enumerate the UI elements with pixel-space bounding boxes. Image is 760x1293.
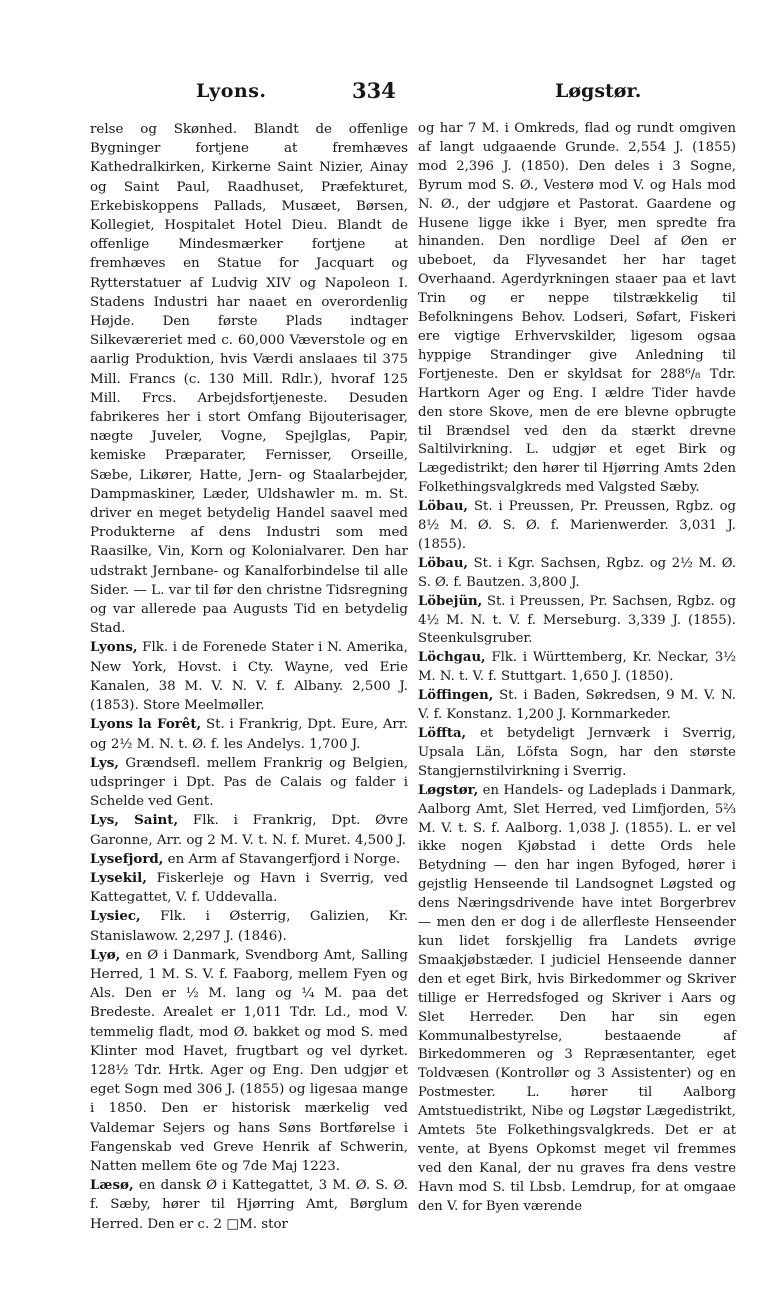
- entry-headword: Löchgau,: [418, 650, 486, 666]
- entry-paragraph: [90, 715, 408, 753]
- entry-headword: Löbau,: [418, 555, 469, 571]
- entry-text: Flk. i de Forenede Stater i N. Amerika, New York, Hovst. i Cty. Wayne, ved Erie Kanalen, 38 M. V. N. V. f. Albany. 2,500 J. (1853). Store Meelmøller.: [90, 640, 408, 714]
- entry-headword: Lyons,: [90, 639, 138, 656]
- entry-paragraph: [90, 946, 408, 1176]
- entry-text: Flk. i Østerrig, Galizien, Kr. Stanislawow. 2,297 J. (1846).: [90, 909, 408, 944]
- entry-headword: Löbau,: [418, 499, 469, 515]
- page-number: 334: [352, 78, 396, 103]
- entry-text: Grændsefl. mellem Frankrig og Belgien, udspringer i Dpt. Pas de Calais og falder i Schelde ved Gent.: [90, 755, 408, 810]
- entry-text: St. i Baden, Søkredsen, 9 M. V. N. V. f. Konstanz. 1,200 J. Kornmarkeder.: [418, 688, 736, 723]
- entry-paragraph: [418, 555, 736, 593]
- entry-headword: Lysiec,: [90, 908, 141, 925]
- entry-headword: Lyons la Forêt,: [90, 716, 202, 733]
- entry-paragraph: [418, 593, 736, 650]
- entry-paragraph: [90, 1176, 408, 1234]
- entry-text: en Handels- og Ladeplads i Danmark, Aalborg Amt, Slet Herred, ved Limfjorden, 5⅔ M. V. t. S. f. Aalborg. 1,038 J. (1855). L. er vel ikke nogen Kjøbstad i dette Ords hele Betydning — den har ingen Byfoged, hører i gejstlig Henseende til Landsognet Løgsted og dens Næringsdrivende have intet Borgerbrev — men den er dog i de allerfleste Henseender kun lidet forskjellig fra Landets øvrige Smaakjøbstæder. I judiciel Henseende danner den et eget Birk, hvis Birkedommer og Skriver tillige er Herredsfoged og Skriver i Aars og Slet Herreder. Den har sin egen Kommunalbestyrelse, bestaaende af Birkedommeren og 3 Repræsentanter, eget Toldvæsen (Kontrollør og 3 Assistenter) og en Postmester. L. hører til Aalborg Amtstuedistrikt, Nibe og Løgstør Lægedistrikt, Amtets 5te Folkethingsvalgkreds. Det er at vente, at Byens Opkomst meget vil fremmes ved den Kanal, der nu graves fra dens vestre Havn mod S. til Lbsb. Lemdrup, for at omgaae den V. for Byen værende: [418, 782, 736, 1214]
- entry-text: en Arm af Stavangerfjord i Norge.: [163, 851, 401, 867]
- entry-text: Flk. i Württemberg, Kr. Neckar, 3½ M. N. t. V. f. Stuttgart. 1,650 J. (1850).: [418, 650, 736, 685]
- entry-paragraph: [90, 120, 408, 638]
- entry-paragraph: [90, 869, 408, 907]
- entry-text: Fiskerleje og Havn i Sverrig, ved Kattegattet, V. f. Uddevalla.: [90, 870, 408, 906]
- entry-headword: Löffingen,: [418, 688, 494, 704]
- entry-headword: Læsø,: [90, 1177, 134, 1194]
- entry-headword: Löffta,: [418, 726, 467, 741]
- entry-paragraph: [418, 649, 736, 687]
- right-column: [418, 120, 736, 1217]
- entry-text: St. i Preussen, Pr. Sachsen, Rgbz. og 4½ M. N. t. V. f. Merseburg. 3,339 J. (1855). Steenkulsgruber.: [418, 593, 736, 647]
- entry-headword: Lyø,: [90, 946, 121, 963]
- entry-text: et betydeligt Jernværk i Sverrig, Upsala Län, Löfsta Sogn, har den største Stangjernstilvirkning i Sverrig.: [418, 726, 736, 779]
- entry-paragraph: [418, 498, 736, 555]
- entry-text: en Ø i Danmark, Svendborg Amt, Salling Herred, 1 M. S. V. f. Faaborg, mellem Fyen og Als. Den er ½ M. lang og ¼ M. paa det Bredeste. Arealet er 1,011 Tdr. Ld., mod V. temmelig fladt, mod Ø. bakket og mod S. med Klinter mod Havet, frugtbart og vel dyrket. 128½ Tdr. Hrtk. Ager og Eng. Den udgjør et eget Sogn med 306 J. (1855) og ligesaa mange i 1850. Den er historisk mærkelig ved Valdemar Sejers og hans Søns Bortførelse i Fangenskab ved Greve Henrik af Schwerin, Natten mellem 6te og 7de Maj 1223.: [90, 947, 408, 1174]
- entry-paragraph: [418, 782, 736, 1217]
- entry-paragraph: [90, 754, 408, 812]
- entry-paragraph: [90, 907, 408, 945]
- header-right-word: Løgstør.: [555, 80, 642, 102]
- entry-paragraph: [418, 687, 736, 725]
- entry-paragraph: [90, 811, 408, 849]
- entry-headword: Lysekil,: [90, 869, 147, 886]
- entry-headword: Løgstør,: [418, 782, 479, 798]
- entry-headword: Lys, Saint,: [90, 812, 179, 829]
- left-column: [90, 120, 408, 1234]
- entry-text: en dansk Ø i Kattegattet, 3 M. Ø. S. Ø. f. Sæby, hører til Hjørring Amt, Børglum Herred. Den er c. 2 □M. stor: [90, 1178, 408, 1232]
- entry-text: St. i Frankrig, Dpt. Eure, Arr. og 2½ M. N. t. Ø. f. les Andelys. 1,700 J.: [90, 717, 408, 752]
- entry-headword: Lysefjord,: [90, 850, 164, 867]
- entry-text: Flk. i Frankrig, Dpt. Øvre Garonne, Arr. og 2 M. V. t. N. f. Muret. 4,500 J.: [90, 813, 408, 848]
- entry-paragraph: [90, 638, 408, 715]
- entry-headword: Löbejün,: [418, 593, 483, 609]
- entry-text: relse og Skønhed. Blandt de offenlige Bygninger fortjene at fremhæves Kathedralkirken, Kirkerne Saint Nizier, Ainay og Saint Paul, Raadhuset, Præfekturet, Erkebiskoppens Pallads, Musæet, Børsen, Kollegiet, Hospitalet Hotel Dieu. Blandt de offenlige Mindesmærker fortjene at fremhæves en Statue for Jacquart og Rytterstatuer af Ludvig XIV og Napoleon I. Stadens Industri har naaet en overordenlig Højde. Den første Plads indtager Silkeværeriet med c. 60,000 Væverstole og en aarlig Produktion, hvis Værdi ansla‌aes til 375 Mill. Francs (c. 130 Mill. Rdlr.), hvoraf 125 Mill. Frcs. Arbejdsfortjeneste. Desuden fabrikeres her i stort Omfang Bijouterisager, nægte Juveler, Vogne, Spejlglas, Papir, kemiske Præparater, Fernisser, Orseille, Sæbe, Likører, Hatte, Jern- og Staalarbejder, Dampmaskiner, Læder, Uldshawler m. m. St. driver en meget betydelig Handel saavel med Produkterne af dens Industri som med Raasilke, Vin, Korn og Kolonialvarer. Den har udstrakt Jernbane- og Kanalforbindelse til alle Sider. — L. var til før den christne Tidsregning og var allerede paa Augusts Tid en betydelig Stad.: [90, 122, 408, 637]
- entry-text: St. i Kgr. Sachsen, Rgbz. og 2½ M. Ø. S. Ø. f. Bautzen. 3,800 J.: [418, 555, 736, 590]
- entry-text: og har 7 M. i Omkreds, flad og rundt omgiven af langt udgaaende Grunde. 2,554 J. (1855) mod 2,396 J. (1850). Den deles i 3 Sogne, Byrum mod S. Ø., Vesterø mod V. og Hals mod N. Ø., der udgjøre et Pastorat. Gaardene og Husene ligge ikke i Byer, men spredte fra hinanden. Den nordlige Deel af Øen er ubeboet, da Flyvesandet her har taget Overhaand. Agerdyrkningen staaer paa et lavt Trin og er neppe tilstrækkelig til Befolkningens Behov. Lodseri, Søfart, Fiskeri ere vigtige Erhvervskilder, ligesom ogsaa hyppige Strandinger give Anledning til Fortjeneste. Den er skyldsat for 288⁶/₈ Tdr. Hartkorn Ager og Eng. I ældre Tider havde den store Skove, men de ere blevne opbrugte til Brændsel ved den da stærkt drevne Saltilvirkning. L. udgjør et eget Birk og Lægedistrikt; den hører til Hjørring Amts 2den Folkethingsvalgkreds med Valgsted Sæby.: [418, 121, 736, 496]
- entry-paragraph: [418, 120, 736, 498]
- entry-text: St. i Preussen, Pr. Preussen, Rgbz. og 8½ M. Ø. S. Ø. f. Marienwerder. 3,031 J. (1855).: [418, 499, 736, 552]
- entry-headword: Lys,: [90, 754, 119, 771]
- entry-paragraph: [418, 725, 736, 782]
- header-left-word: Lyons.: [196, 80, 267, 102]
- entry-paragraph: [90, 850, 408, 869]
